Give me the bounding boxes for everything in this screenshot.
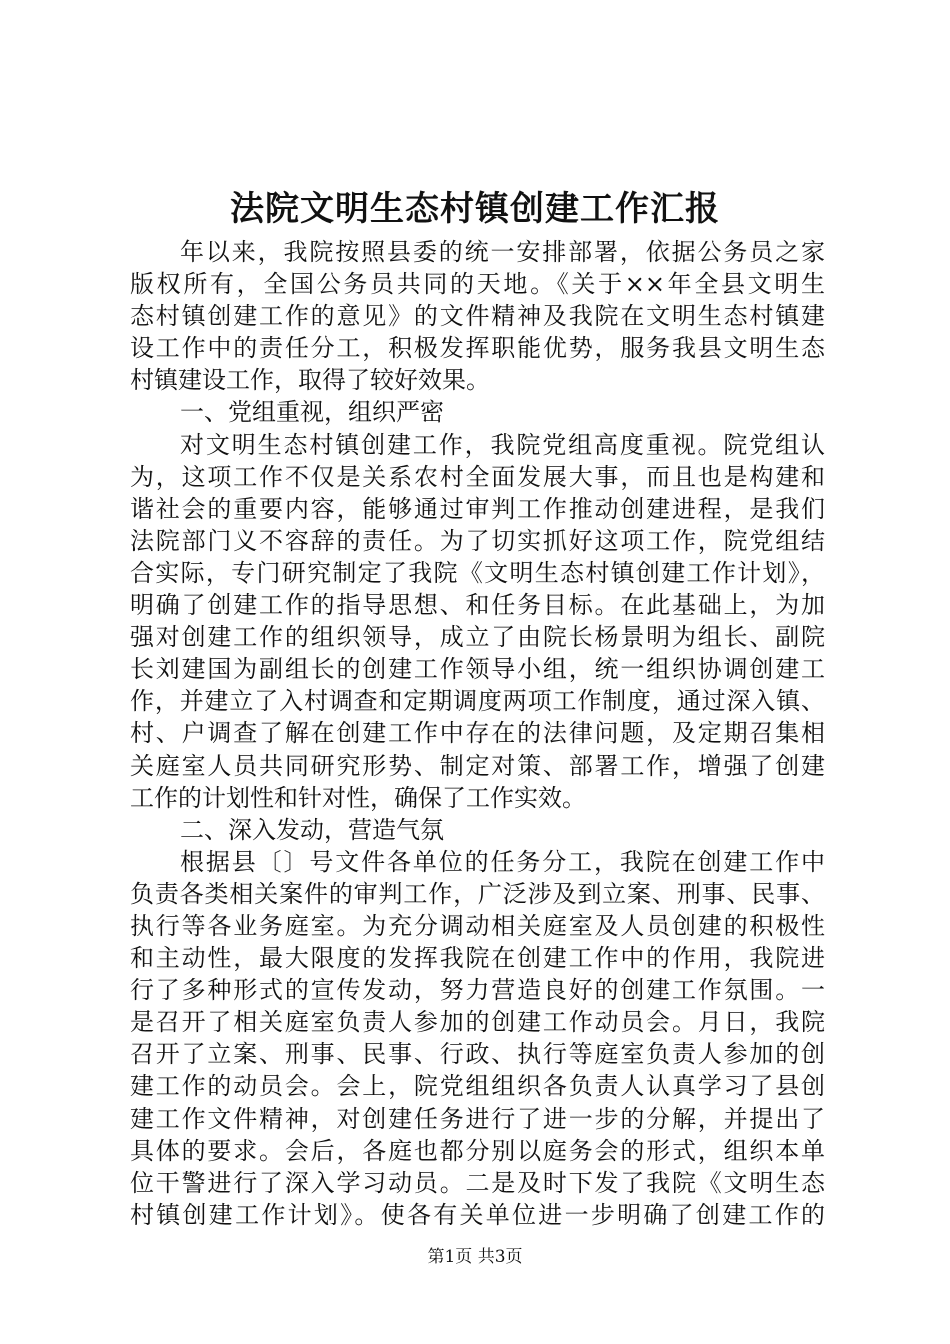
body-line: 建工作文件精神，对创建任务进行了进一步的分解，并提出了	[130, 1104, 825, 1133]
body-line: 是召开了相关庭室负责人参加的创建工作动员会。月日，我院	[130, 1008, 825, 1037]
document-title: 法院文明生态村镇创建工作汇报	[230, 189, 720, 229]
section-heading: 一、党组重视，组织严密	[180, 398, 444, 427]
body-line: 根据县〔〕号文件各单位的任务分工，我院在创建工作中	[180, 847, 825, 876]
body-line: 对文明生态村镇创建工作，我院党组高度重视。院党组认	[180, 430, 825, 459]
body-line: 建工作的动员会。会上，院党组组织各负责人认真学习了县创	[130, 1072, 825, 1101]
body-line: 行了多种形式的宣传发动，努力营造良好的创建工作氛围。一	[130, 976, 825, 1005]
body-line: 明确了创建工作的指导思想、和任务目标。在此基础上，为加	[130, 591, 825, 620]
body-line: 执行等各业务庭室。为充分调动相关庭室及人员创建的积极性	[130, 911, 825, 940]
body-line: 法院部门义不容辞的责任。为了切实抓好这项工作，院党组结	[130, 526, 825, 555]
body-line: 具体的要求。会后，各庭也都分别以庭务会的形式，组织本单	[130, 1136, 825, 1165]
body-line: 设工作中的责任分工，积极发挥职能优势，服务我县文明生态	[130, 334, 825, 363]
body-line: 村镇建设工作，取得了较好效果。	[130, 366, 490, 395]
body-line: 位干警进行了深入学习动员。二是及时下发了我院《文明生态	[130, 1168, 825, 1197]
body-line: 工作的计划性和针对性，确保了工作实效。	[130, 783, 586, 812]
body-line: 关庭室人员共同研究形势、制定对策、部署工作，增强了创建	[130, 751, 825, 780]
body-line: 村镇创建工作计划》。使各有关单位进一步明确了创建工作的	[130, 1200, 825, 1229]
body-line: 强对创建工作的组织领导，成立了由院长杨景明为组长、副院	[130, 623, 825, 652]
body-line: 为，这项工作不仅是关系农村全面发展大事，而且也是构建和	[130, 462, 825, 491]
body-line: 作，并建立了入村调查和定期调度两项工作制度，通过深入镇、	[130, 687, 825, 716]
body-line: 态村镇创建工作的意见》的文件精神及我院在文明生态村镇建	[130, 302, 825, 331]
body-line: 年以来，我院按照县委的统一安排部署，依据公务员之家	[180, 238, 825, 266]
body-line: 和主动性，最大限度的发挥我院在创建工作中的作用，我院进	[130, 944, 825, 973]
body-line: 村、户调查了解在创建工作中存在的法律问题，及定期召集相	[130, 719, 825, 748]
body-line: 召开了立案、刑事、民事、行政、执行等庭室负责人参加的创	[130, 1040, 825, 1069]
body-line: 负责各类相关案件的审判工作，广泛涉及到立案、刑事、民事、	[130, 879, 825, 908]
page-footer: 第1页 共3页	[427, 1247, 523, 1267]
document-body	[130, 236, 825, 1231]
body-line: 长刘建国为副组长的创建工作领导小组，统一组织协调创建工	[130, 655, 825, 684]
body-line: 合实际，专门研究制定了我院《文明生态村镇创建工作计划》，	[130, 558, 825, 587]
section-heading: 二、深入发动，营造气氛	[180, 815, 444, 844]
body-line: 谐社会的重要内容，能够通过审判工作推动创建进程，是我们	[130, 494, 825, 523]
body-line: 版权所有，全国公务员共同的天地。《关于××年全县文明生	[130, 270, 825, 299]
